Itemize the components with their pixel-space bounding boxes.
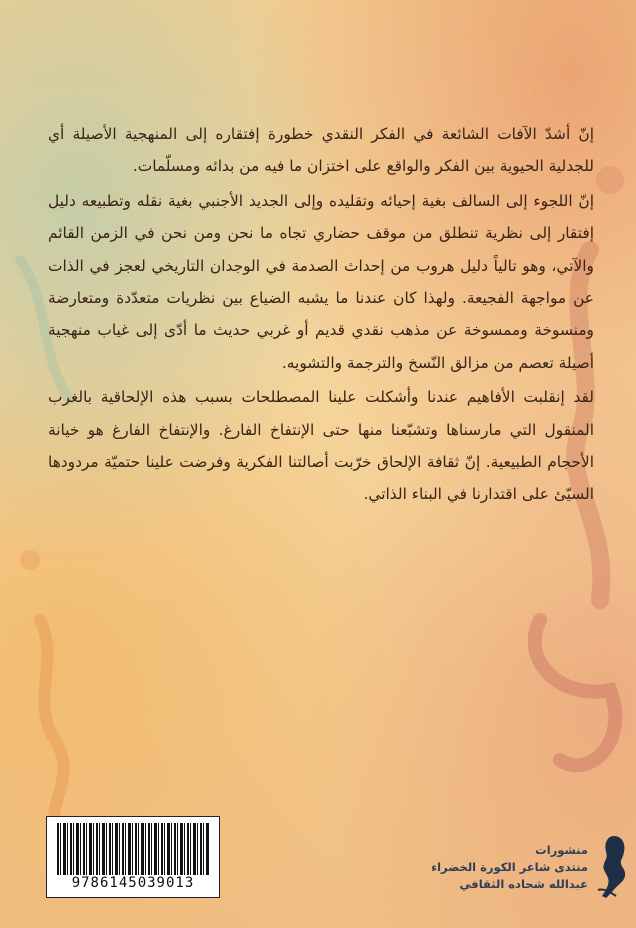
- paragraph-2: إنّ اللجوء إلى السالف بغية إحيائه وتقليده وإلى الجديد الأجنبي بغية نقله وتطبيعه دليل إفتقار إلى نظرية تنطلق من موقف حضاري تجاه ما نحن ومن نحن في الزمن القائم والآتي، وهو تالياً دليل هروب من إحداث الصدمة في الوجدان التاريخي لعجز في الذات عن مواجهة الفجيعة. ولهذا كان عندنا ما يشبه الضياع بين نظريات متعدّدة ومتعارضة ومنسوخة وممسوخة عن مذهب نقدي قديم أو غربي حديث ما أدّى إلى غياب منهجية أصيلة تعصم من مزالق النّسخ والترجمة والتشويه.: [48, 191, 594, 372]
- barcode-bars: [57, 823, 209, 875]
- paragraph-1: إنّ أشدّ الآفات الشائعة في الفكر النقدي خطورة إفتقاره إلى المنهجية الأصيلة أي للجدلية الحيوية بين الفكر والواقع على اختزان ما فيه من بدائه ومسلّمات.: [48, 125, 594, 176]
- publisher-block: [368, 842, 588, 893]
- paragraph-3: لقد إنقلبت الأفاهيم عندنا وأشكلت علينا المصطلحات بسبب هذه الإلحاقية بالغرب المنقول التي مارسناها وتشبّعنا منها حتى الإنتفاخ الفارغ. والإنتفاخ الفارغ هو خيانة الأحجام الطبيعية. إنّ ثقافة الإلحاق خرّبت أصالتنا الفكرية وفرضت علينا حتميّة مردودها السيّئ على اقتدارنا في البناء الذاتي.: [48, 388, 594, 504]
- barcode-number: 9786145039013: [71, 875, 195, 891]
- publisher-line-3: عبدالله شحاده الثقافي: [459, 877, 588, 891]
- back-cover-text: [48, 118, 594, 513]
- silhouette-quill-icon: [592, 832, 632, 900]
- publisher-line-2: منتدى شاعر الكورة الخضراء: [431, 860, 588, 874]
- isbn-barcode: [46, 816, 220, 898]
- publisher-line-1: منشورات: [535, 843, 588, 857]
